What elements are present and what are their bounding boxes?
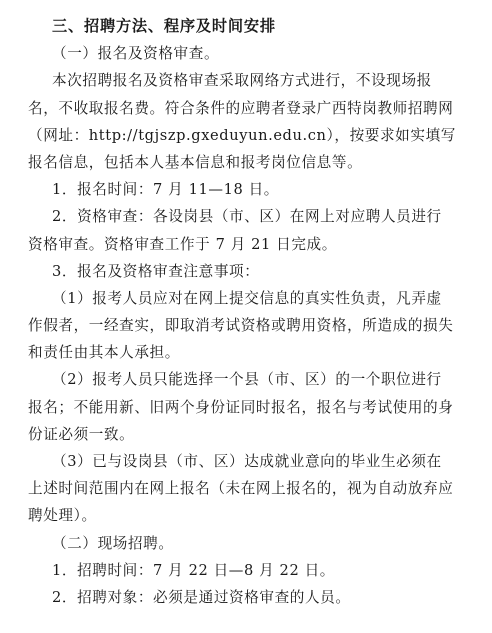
sub-item-1: （1）报考人员应对在网上提交信息的真实性负责，凡弄虚 bbox=[52, 289, 442, 307]
list-item-recruitment-time: 1．招聘时间：7 月 22 日—8 月 22 日。 bbox=[52, 561, 335, 579]
sub-item-2: （2）报考人员只能选择一个县（市、区）的一个职位进行 bbox=[52, 371, 442, 389]
paragraph-line: 作假者，一经查实，即取消考试资格或聘用资格，所造成的损失 bbox=[28, 317, 454, 335]
paragraph-line: 本次招聘报名及资格审查采取网络方式进行，不设现场报 bbox=[52, 72, 432, 90]
sub-item-3: （3）已与设岗县（市、区）达成就业意向的毕业生必须在 bbox=[52, 453, 442, 470]
paragraph-line-url: （网址：http://tgjszp.gxeduyun.edu.cn），按要求如实填写 bbox=[28, 126, 456, 144]
subsection-heading-registration: （一）报名及资格审查。 bbox=[52, 45, 220, 63]
list-item-registration-time: 1．报名时间：7 月 11—18 日。 bbox=[52, 181, 279, 199]
paragraph-line: 上述时间范围内在网上报名（未在网上报名的，视为自动放弃应 bbox=[28, 480, 454, 498]
paragraph-line: 报名；不能用新、旧两个身份证同时报名，报名与考试使用的身 bbox=[28, 398, 454, 416]
paragraph-line: 份证必须一致。 bbox=[28, 425, 135, 443]
paragraph-line: 聘处理）。 bbox=[28, 507, 97, 525]
paragraph-line: 名，不收取报名费。符合条件的应聘者登录广西特岗教师招聘网 bbox=[28, 99, 454, 117]
section-heading: 三、招聘方法、程序及时间安排 bbox=[52, 17, 276, 35]
paragraph-line: 资格审查。资格审查工作于 7 月 21 日完成。 bbox=[28, 235, 337, 253]
list-item-recruitment-target: 2．招聘对象：必须是通过资格审查的人员。 bbox=[52, 588, 351, 606]
paragraph-line: 报名信息，包括本人基本信息和报考岗位信息等。 bbox=[28, 153, 363, 171]
list-item-qualification-review: 2．资格审查：各设岗县（市、区）在网上对应聘人员进行 bbox=[52, 208, 442, 226]
list-item-notes: 3．报名及资格审查注意事项： bbox=[52, 262, 260, 280]
subsection-heading-onsite: （二）现场招聘。 bbox=[52, 534, 174, 552]
paragraph-line: 和责任由其本人承担。 bbox=[28, 344, 180, 362]
